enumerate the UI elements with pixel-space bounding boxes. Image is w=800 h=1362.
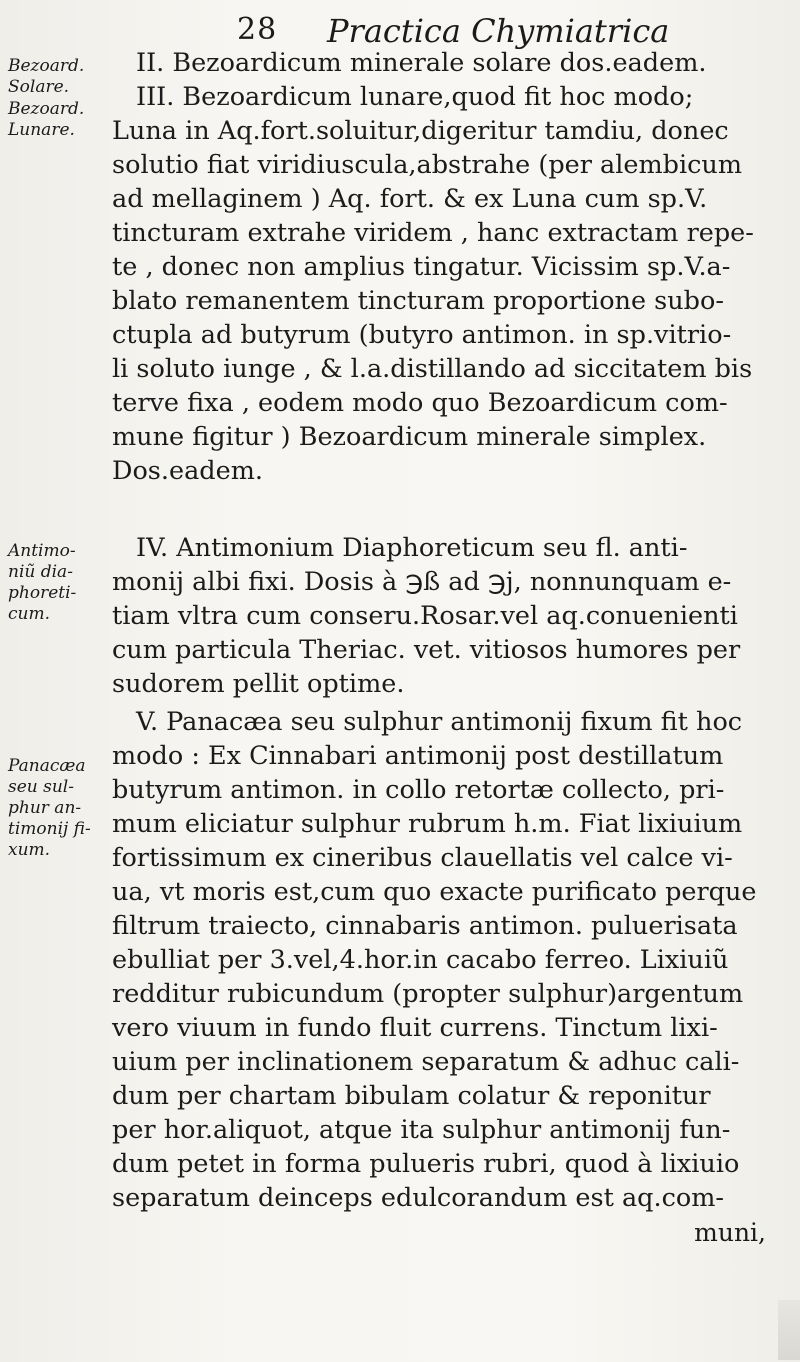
text-line: separatum deinceps edulcorandum est aq.com- xyxy=(112,1183,724,1213)
text-line: dum petet in forma pulueris rubri, quod à lixiuio xyxy=(112,1149,740,1179)
page-number: 28 xyxy=(237,12,278,47)
page-header xyxy=(0,10,800,50)
text-line: III. Bezoardicum lunare,quod fit hoc modo; xyxy=(136,82,694,112)
text-line: sudorem pellit optime. xyxy=(112,669,405,699)
text-line: mune figitur ) Bezoardicum minerale simplex. xyxy=(112,422,707,452)
text-line: ctupla ad butyrum (butyro antimon. in sp.vitrio- xyxy=(112,320,732,350)
text-line: filtrum traiecto, cinnabaris antimon. puluerisata xyxy=(112,911,738,941)
text-line: mum eliciatur sulphur rubrum h.m. Fiat lixiuium xyxy=(112,809,743,839)
page-edge xyxy=(778,1300,800,1360)
text-line: V. Panacæa seu sulphur antimonij fixum fit hoc xyxy=(136,707,743,737)
text-line: tiam vltra cum conseru.Rosar.vel aq.conuenienti xyxy=(112,601,738,631)
text-line: cum particula Theriac. vet. vitiosos humores per xyxy=(112,635,741,665)
text-line: modo : Ex Cinnabari antimonij post destillatum xyxy=(112,741,724,771)
margin-note-panacaea: Panacæa seu sul- phur an- timonij fi- xum. xyxy=(8,756,91,860)
text-line: II. Bezoardicum minerale solare dos.eadem. xyxy=(136,48,707,78)
text-line: redditur rubicundum (propter sulphur)argentum xyxy=(112,979,744,1009)
text-line: ebulliat per 3.vel,4.hor.in cacabo ferreo. Lixiuiũ xyxy=(112,945,729,975)
running-title: Practica Chymiatrica xyxy=(327,12,670,50)
text-line: blato remanentem tincturam proportione subo- xyxy=(112,286,724,316)
margin-note-bezoard-lunare: Bezoard. Lunare. xyxy=(8,99,85,140)
text-line: tincturam extrahe viridem , hanc extractam repe- xyxy=(112,218,754,248)
text-line: li soluto iunge , & l.a.distillando ad siccitatem bis xyxy=(112,354,753,384)
text-line: Luna in Aq.fort.soluitur,digeritur tamdiu, donec xyxy=(112,116,729,146)
text-line: butyrum antimon. in collo retortæ collecto, pri- xyxy=(112,775,725,805)
text-line: vero viuum in fundo fluit currens. Tinctum lixi- xyxy=(112,1013,718,1043)
text-line: terve fixa , eodem modo quo Bezoardicum com- xyxy=(112,388,728,418)
margin-note-bezoard-solare: Bezoard. Solare. xyxy=(8,56,85,97)
text-line: monij albi fixi. Dosis à ℈ß ad ℈j, nonnunquam e- xyxy=(112,567,732,597)
text-line: dum per chartam bibulam colatur & reponitur xyxy=(112,1081,711,1111)
text-line: ad mellaginem ) Aq. fort. & ex Luna cum sp.V. xyxy=(112,184,708,214)
margin-note-antimonium: Antimo- niũ dia- phoreti- cum. xyxy=(8,541,77,624)
text-line: IV. Antimonium Diaphoreticum seu fl. anti- xyxy=(136,533,688,563)
text-line: fortissimum ex cineribus clauellatis vel calce vi- xyxy=(112,843,733,873)
text-line: uium per inclinationem separatum & adhuc cali- xyxy=(112,1047,740,1077)
text-line: ua, vt moris est,cum quo exacte purificato perque xyxy=(112,877,757,907)
catchword: muni, xyxy=(694,1218,766,1247)
text-line: per hor.aliquot, atque ita sulphur antimonij fun- xyxy=(112,1115,731,1145)
text-line: solutio fiat viridiuscula,abstrahe (per alembicum xyxy=(112,150,743,180)
text-line: Dos.eadem. xyxy=(112,456,263,486)
text-line: te , donec non amplius tingatur. Vicissim sp.V.a- xyxy=(112,252,731,282)
